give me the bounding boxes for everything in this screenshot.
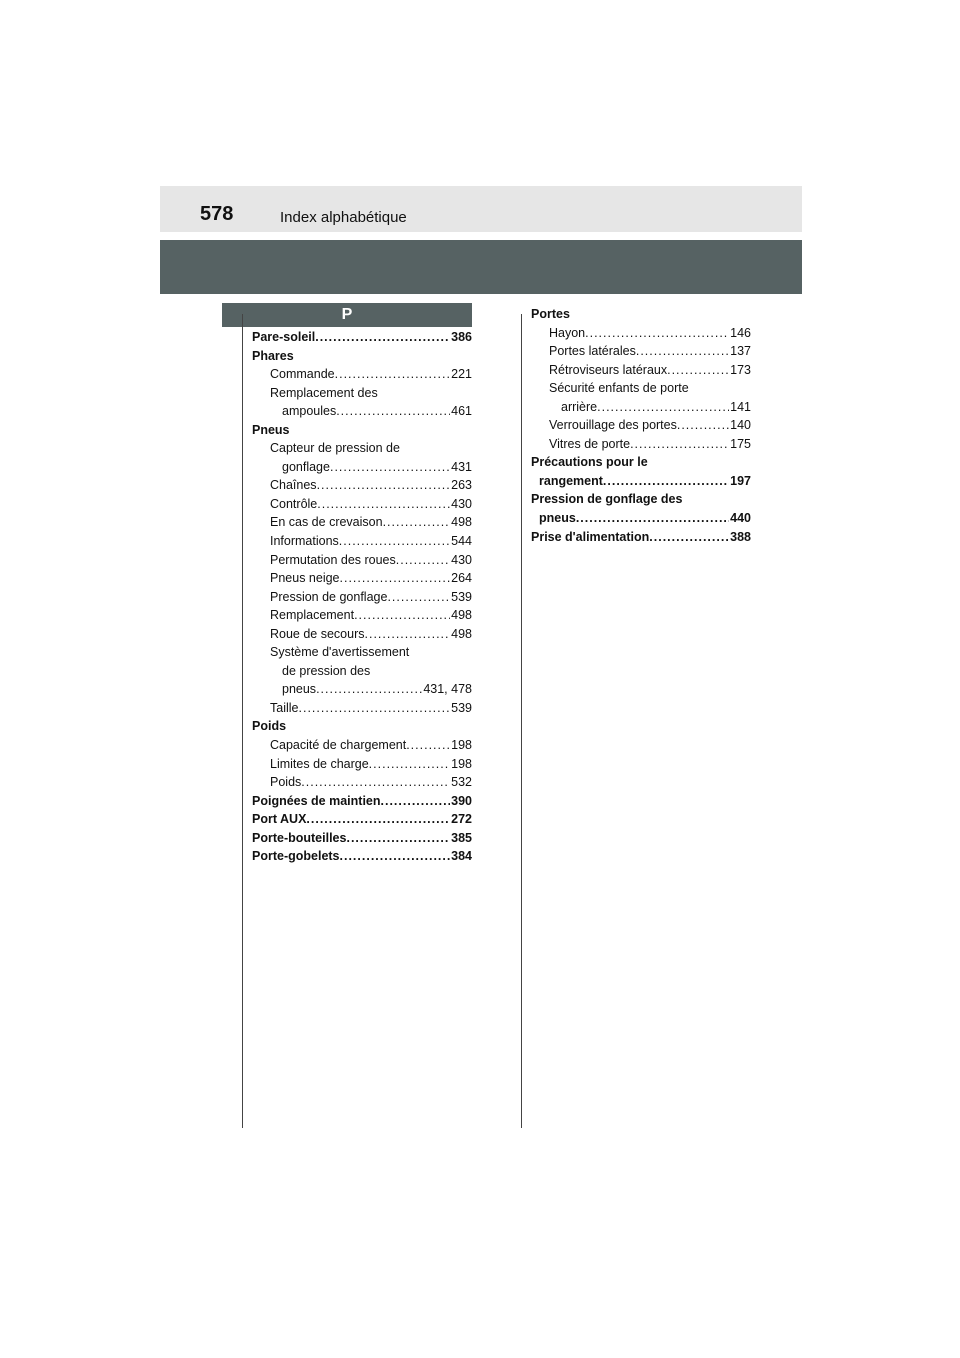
index-entry-page: 431	[451, 459, 472, 474]
index-entry-page: 173	[730, 362, 751, 377]
index-entry-page: 272	[451, 812, 472, 827]
index-entry	[252, 717, 472, 736]
index-entry-page: 498	[451, 626, 472, 641]
index-entry	[531, 361, 751, 380]
index-entry-text: Phares	[252, 348, 294, 363]
index-entry	[531, 472, 751, 491]
dot-leader	[317, 495, 450, 514]
index-entry	[252, 513, 472, 532]
index-entry	[252, 810, 472, 829]
header-bar	[160, 186, 802, 232]
dot-leader	[315, 328, 450, 347]
dot-leader	[317, 476, 451, 495]
index-entry	[252, 569, 472, 588]
index-entry-text: Poids	[252, 719, 287, 734]
index-entry-page: 198	[451, 756, 472, 771]
index-entry-page: 388	[730, 529, 751, 544]
dot-leader	[306, 810, 450, 829]
index-entry	[252, 773, 472, 792]
dot-leader	[636, 342, 729, 361]
index-entry-page: 532	[451, 775, 472, 790]
index-entry	[252, 662, 472, 681]
index-entry	[252, 829, 472, 848]
dot-leader	[340, 847, 451, 866]
index-entry	[252, 439, 472, 458]
index-entry-text: Hayon	[549, 325, 586, 340]
index-entry-text: Poids	[270, 775, 302, 790]
index-entry	[252, 458, 472, 477]
dot-leader	[330, 458, 450, 477]
index-entry	[252, 625, 472, 644]
page-header-title: Index alphabétique	[280, 209, 407, 226]
index-entry-text: Portes	[531, 307, 570, 321]
index-entry-text: Limites de charge	[270, 756, 369, 771]
left-index-column	[252, 328, 472, 866]
dot-leader	[649, 528, 729, 547]
dot-leader	[339, 532, 450, 551]
dot-leader	[603, 472, 729, 491]
dot-leader	[597, 398, 729, 417]
index-entry-text: Précautions pour le	[531, 455, 648, 470]
index-entry-text: Pare-soleil	[252, 330, 316, 344]
index-entry-page: 430	[451, 552, 472, 567]
index-entry-page: 390	[451, 793, 472, 808]
dot-leader	[667, 361, 729, 380]
index-entry	[531, 398, 751, 417]
index-entry-page: 539	[451, 700, 472, 715]
dot-leader	[354, 606, 450, 625]
index-entry	[252, 365, 472, 384]
index-entry	[252, 384, 472, 403]
index-entry	[531, 509, 751, 528]
index-entry-text: rangement	[539, 473, 603, 488]
index-entry-text: Port AUX	[252, 812, 307, 827]
index-entry	[252, 495, 472, 514]
dot-leader	[383, 513, 451, 532]
index-entry-page: 141	[730, 399, 751, 414]
index-entry-page: 498	[451, 515, 472, 530]
index-entry-page: 175	[730, 436, 751, 451]
index-entry	[252, 643, 472, 662]
page-number: 578	[200, 203, 234, 225]
index-entry	[252, 792, 472, 811]
index-entry	[252, 328, 472, 347]
dot-leader	[387, 588, 450, 607]
index-entry	[531, 453, 751, 472]
index-entry-page: 221	[451, 367, 472, 382]
dot-leader	[301, 773, 450, 792]
index-entry-page: 263	[451, 478, 472, 493]
index-entry-text: Rétroviseurs latéraux	[549, 362, 668, 377]
dot-leader	[316, 680, 422, 699]
index-entry	[252, 476, 472, 495]
index-entry	[252, 847, 472, 866]
right-column-rule	[521, 314, 522, 1128]
index-entry-page: 137	[730, 344, 751, 359]
index-entry-page: 430	[451, 496, 472, 511]
index-entry-text: Portes latérales	[549, 344, 636, 359]
index-entry-page: 385	[451, 830, 472, 845]
dot-leader	[585, 324, 729, 343]
index-entry-page: 461	[451, 404, 472, 419]
index-entry	[252, 680, 472, 699]
index-entry	[252, 532, 472, 551]
index-entry	[252, 421, 472, 440]
index-entry	[531, 379, 751, 398]
dot-leader	[365, 625, 451, 644]
index-entry-text: Pneus neige	[270, 571, 340, 586]
left-column-rule	[242, 314, 243, 1128]
index-entry-text: Roue de secours	[270, 626, 365, 641]
index-entry	[531, 416, 751, 435]
index-entry-page: 440	[730, 511, 751, 526]
index-entry-text: Capteur de pression de	[270, 441, 400, 456]
index-entry	[252, 699, 472, 718]
index-entry-page: 146	[730, 325, 751, 340]
index-entry-text: arrière	[561, 399, 598, 414]
dot-leader	[335, 365, 451, 384]
index-entry-text: En cas de crevaison	[270, 515, 383, 530]
index-entry-text: Informations	[270, 534, 339, 549]
index-entry	[531, 435, 751, 454]
index-entry-page: 431, 478	[423, 682, 472, 697]
index-entry	[531, 305, 751, 324]
index-entry-text: Poignées de maintien	[252, 793, 381, 808]
index-entry-text: Porte-bouteilles	[252, 830, 347, 845]
index-entry-page: 384	[451, 849, 472, 864]
index-entry-text: Remplacement des	[270, 385, 378, 400]
index-entry-page: 544	[451, 534, 472, 549]
index-entry	[252, 755, 472, 774]
index-entry	[252, 736, 472, 755]
section-letter-bar: P	[222, 303, 472, 327]
index-entry-text: Porte-gobelets	[252, 849, 340, 864]
index-entry	[252, 402, 472, 421]
index-entry-text: Taille	[270, 700, 299, 715]
index-entry-page: 198	[451, 738, 472, 753]
index-entry-text: pneus	[539, 511, 576, 526]
chapter-band	[160, 240, 802, 294]
index-entry-text: pneus	[282, 682, 317, 697]
dot-leader	[346, 829, 450, 848]
index-entry	[252, 551, 472, 570]
index-entry-page: 498	[451, 608, 472, 623]
index-entry	[531, 342, 751, 361]
index-entry-page: 197	[730, 473, 751, 488]
index-entry	[252, 606, 472, 625]
index-entry-page: 264	[451, 571, 472, 586]
dot-leader	[396, 551, 450, 570]
index-entry-page: 140	[730, 418, 751, 433]
index-entry-text: Commande	[270, 367, 335, 382]
index-entry-text: Capacité de chargement	[270, 738, 407, 753]
dot-leader	[381, 792, 451, 811]
index-entry-text: Remplacement	[270, 608, 355, 623]
index-entry-text: ampoules	[282, 404, 337, 419]
index-entry-text: Chaînes	[270, 478, 317, 493]
dot-leader	[406, 736, 450, 755]
dot-leader	[677, 416, 729, 435]
index-entry-text: Pression de gonflage	[270, 589, 388, 604]
index-entry-text: Pneus	[252, 422, 290, 437]
dot-leader	[576, 509, 729, 528]
index-entry	[531, 528, 751, 547]
index-entry-text: Permutation des roues	[270, 552, 396, 567]
index-entry	[531, 490, 751, 509]
index-entry-text: Contrôle	[270, 496, 318, 511]
index-entry	[252, 347, 472, 366]
dot-leader	[299, 699, 451, 718]
index-entry-text: de pression des	[282, 663, 371, 678]
index-entry-text: Sécurité enfants de porte	[549, 381, 689, 396]
index-entry-page: 386	[451, 330, 472, 344]
index-entry-text: Pression de gonflage des	[531, 492, 683, 507]
index-entry-page: 539	[451, 589, 472, 604]
index-entry-text: Vitres de porte	[549, 436, 631, 451]
dot-leader	[340, 569, 451, 588]
index-entry-text: Prise d'alimentation	[531, 529, 650, 544]
right-index-column	[531, 305, 751, 546]
dot-leader	[369, 755, 450, 774]
dot-leader	[630, 435, 729, 454]
index-entry	[252, 588, 472, 607]
index-entry-text: gonflage	[282, 459, 330, 474]
index-entry-text: Système d'avertissement	[270, 645, 410, 660]
index-entry	[531, 324, 751, 343]
dot-leader	[336, 402, 450, 421]
index-entry-text: Verrouillage des portes	[549, 418, 677, 433]
